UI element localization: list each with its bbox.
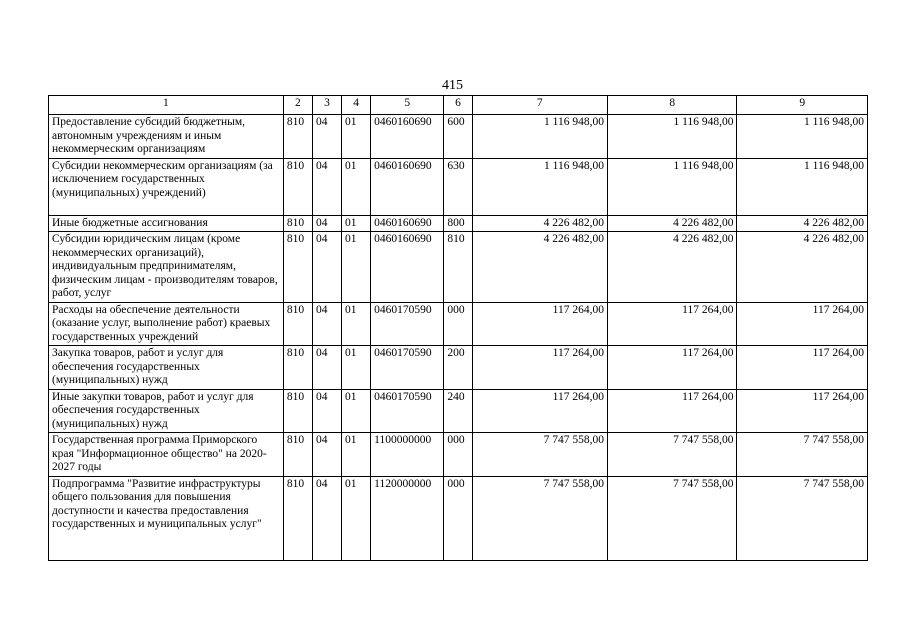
row-name: Предоставление субсидий бюджетным, автономным учреждениям и иным некоммерческим организациям xyxy=(49,115,284,159)
row-amount-col-9: 7 747 558,00 xyxy=(737,476,868,560)
header-col-7: 7 xyxy=(472,96,607,115)
row-amount-col-9: 1 116 948,00 xyxy=(737,158,868,215)
table-row xyxy=(49,302,868,346)
page-number: 415 xyxy=(442,78,463,93)
row-amount-col-9: 7 747 558,00 xyxy=(737,433,868,477)
row-amount-col-7: 117 264,00 xyxy=(472,389,607,433)
row-amount-col-8: 7 747 558,00 xyxy=(607,476,736,560)
row-ministry-code: 810 xyxy=(283,115,312,159)
row-ministry-code: 810 xyxy=(283,232,312,303)
row-subsection-code: 01 xyxy=(342,302,371,346)
header-col-3: 3 xyxy=(312,96,341,115)
row-section-code: 04 xyxy=(312,346,341,390)
header-col-2: 2 xyxy=(283,96,312,115)
row-expense-type: 000 xyxy=(444,302,472,346)
row-name: Субсидии юридическим лицам (кроме некоммерческих организаций), индивидуальным предпринимателям, физическим лицам - производителям товаров, работ, услуг xyxy=(49,232,284,303)
row-amount-col-9: 4 226 482,00 xyxy=(737,215,868,232)
row-expense-type: 600 xyxy=(444,115,472,159)
row-amount-col-7: 7 747 558,00 xyxy=(472,476,607,560)
row-subsection-code: 01 xyxy=(342,158,371,215)
row-amount-col-9: 117 264,00 xyxy=(737,389,868,433)
table-row xyxy=(49,433,868,477)
row-ministry-code: 810 xyxy=(283,215,312,232)
row-expense-type: 200 xyxy=(444,346,472,390)
row-target-code: 0460170590 xyxy=(371,389,444,433)
row-amount-col-8: 4 226 482,00 xyxy=(607,232,736,303)
row-amount-col-7: 4 226 482,00 xyxy=(472,232,607,303)
row-amount-col-8: 1 116 948,00 xyxy=(607,158,736,215)
row-name: Иные закупки товаров, работ и услуг для обеспечения государственных (муниципальных) нужд xyxy=(49,389,284,433)
header-col-1: 1 xyxy=(49,96,284,115)
row-section-code: 04 xyxy=(312,302,341,346)
table-row xyxy=(49,346,868,390)
row-amount-col-7: 7 747 558,00 xyxy=(472,433,607,477)
row-amount-col-8: 117 264,00 xyxy=(607,302,736,346)
row-section-code: 04 xyxy=(312,232,341,303)
row-expense-type: 630 xyxy=(444,158,472,215)
row-section-code: 04 xyxy=(312,433,341,477)
header-col-8: 8 xyxy=(607,96,736,115)
row-ministry-code: 810 xyxy=(283,389,312,433)
row-ministry-code: 810 xyxy=(283,476,312,560)
row-amount-col-9: 117 264,00 xyxy=(737,302,868,346)
row-amount-col-9: 4 226 482,00 xyxy=(737,232,868,303)
budget-table xyxy=(48,95,868,561)
row-amount-col-7: 117 264,00 xyxy=(472,302,607,346)
row-name: Иные бюджетные ассигнования xyxy=(49,215,284,232)
table-row xyxy=(49,389,868,433)
row-amount-col-7: 4 226 482,00 xyxy=(472,215,607,232)
row-section-code: 04 xyxy=(312,115,341,159)
row-amount-col-8: 117 264,00 xyxy=(607,346,736,390)
row-expense-type: 810 xyxy=(444,232,472,303)
row-amount-col-8: 4 226 482,00 xyxy=(607,215,736,232)
row-name: Подпрограмма "Развитие инфраструктуры общего пользования для повышения доступности и качества предоставления государственных и муниципальных услуг" xyxy=(49,476,284,560)
row-target-code: 0460160690 xyxy=(371,115,444,159)
row-name: Закупка товаров, работ и услуг для обеспечения государственных (муниципальных) нужд xyxy=(49,346,284,390)
row-target-code: 0460160690 xyxy=(371,215,444,232)
row-section-code: 04 xyxy=(312,158,341,215)
row-amount-col-8: 117 264,00 xyxy=(607,389,736,433)
row-name: Субсидии некоммерческим организациям (за исключением государственных (муниципальных) учреждений) xyxy=(49,158,284,215)
row-expense-type: 000 xyxy=(444,433,472,477)
row-name: Государственная программа Приморского края "Информационное общество" на 2020-2027 годы xyxy=(49,433,284,477)
row-target-code: 1100000000 xyxy=(371,433,444,477)
table-row xyxy=(49,158,868,215)
header-col-5: 5 xyxy=(371,96,444,115)
row-expense-type: 240 xyxy=(444,389,472,433)
row-target-code: 0460170590 xyxy=(371,346,444,390)
table-row xyxy=(49,232,868,303)
row-expense-type: 000 xyxy=(444,476,472,560)
row-subsection-code: 01 xyxy=(342,215,371,232)
row-subsection-code: 01 xyxy=(342,389,371,433)
row-amount-col-8: 1 116 948,00 xyxy=(607,115,736,159)
row-subsection-code: 01 xyxy=(342,476,371,560)
row-expense-type: 800 xyxy=(444,215,472,232)
header-row xyxy=(49,96,868,115)
table-row xyxy=(49,476,868,560)
row-target-code: 1120000000 xyxy=(371,476,444,560)
table-row xyxy=(49,115,868,159)
row-ministry-code: 810 xyxy=(283,433,312,477)
row-ministry-code: 810 xyxy=(283,302,312,346)
row-amount-col-9: 117 264,00 xyxy=(737,346,868,390)
header-col-4: 4 xyxy=(342,96,371,115)
row-target-code: 0460170590 xyxy=(371,302,444,346)
row-ministry-code: 810 xyxy=(283,158,312,215)
header-col-9: 9 xyxy=(737,96,868,115)
row-amount-col-9: 1 116 948,00 xyxy=(737,115,868,159)
row-target-code: 0460160690 xyxy=(371,232,444,303)
row-section-code: 04 xyxy=(312,389,341,433)
row-subsection-code: 01 xyxy=(342,433,371,477)
row-section-code: 04 xyxy=(312,215,341,232)
row-amount-col-7: 117 264,00 xyxy=(472,346,607,390)
row-section-code: 04 xyxy=(312,476,341,560)
header-col-6: 6 xyxy=(444,96,472,115)
row-ministry-code: 810 xyxy=(283,346,312,390)
row-name: Расходы на обеспечение деятельности (оказание услуг, выполнение работ) краевых государственных учреждений xyxy=(49,302,284,346)
row-amount-col-8: 7 747 558,00 xyxy=(607,433,736,477)
row-subsection-code: 01 xyxy=(342,232,371,303)
row-subsection-code: 01 xyxy=(342,346,371,390)
row-amount-col-7: 1 116 948,00 xyxy=(472,158,607,215)
row-subsection-code: 01 xyxy=(342,115,371,159)
row-target-code: 0460160690 xyxy=(371,158,444,215)
table-row xyxy=(49,215,868,232)
row-amount-col-7: 1 116 948,00 xyxy=(472,115,607,159)
